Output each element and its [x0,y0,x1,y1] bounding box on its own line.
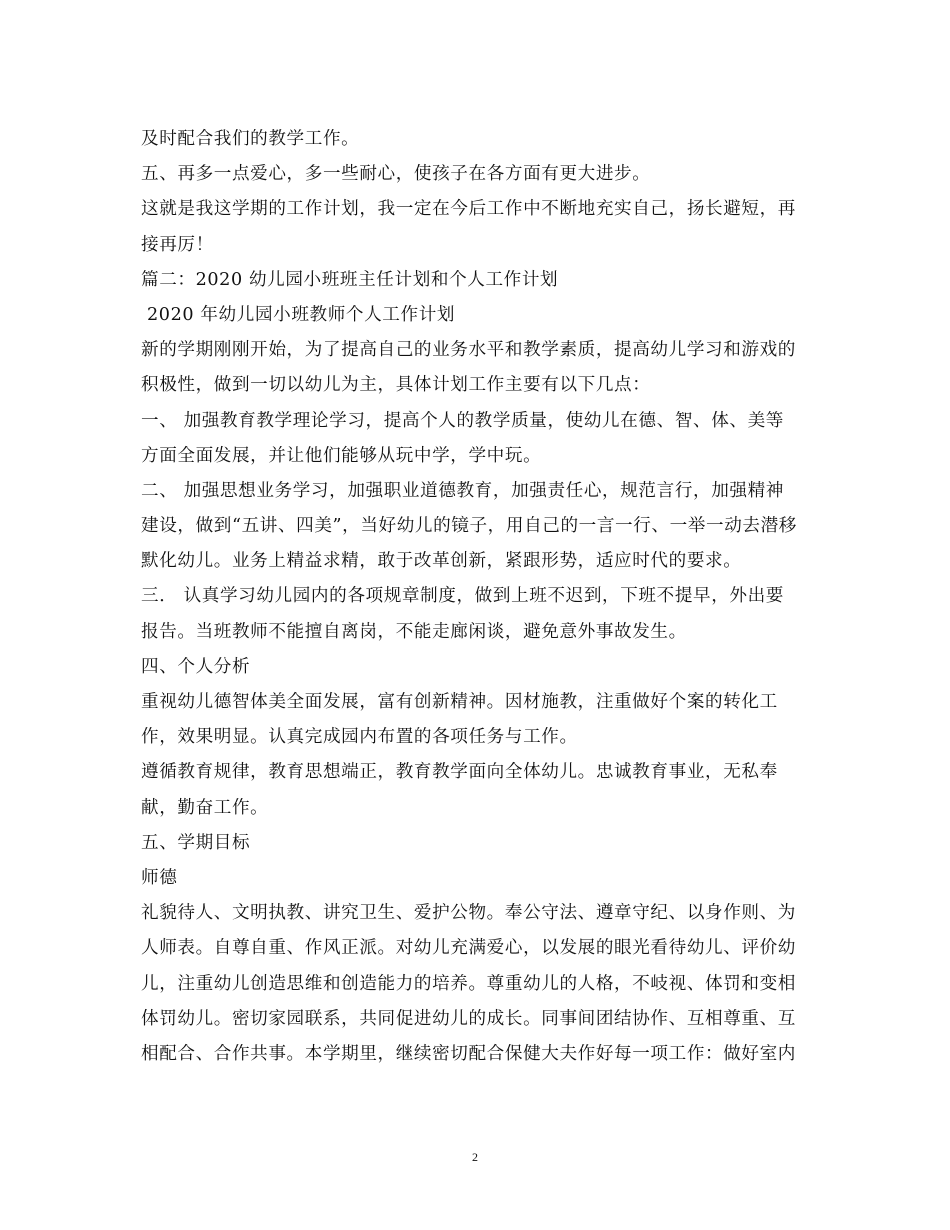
text-line: 重视幼儿德智体美全面发展，富有创新精神。因材施教，注重做好个案的转化工 [141,692,778,712]
text-line: 人师表。自尊自重、作风正派。对幼儿充满爱心，以发展的眼光看待幼儿、评价幼 [141,938,796,959]
text-line: 这就是我这学期的工作计划，我一定在今后工作中不断地充实自己，扬长避短，再 [141,199,796,220]
list-item: 三． 认真学习幼儿园内的各项规章制度，做到上班不迟到，下班不提早，外出要 [141,586,784,607]
text-line: 儿，注重幼儿创造思维和创造能力的培养。尊重幼儿的人格，不岐视、体罚和变相 [141,973,796,994]
section-heading: 四、个人分析 [141,656,251,677]
text-line: 相配合、合作共事。本学期里，继续密切配合保健大夫作好每一项工作：做好室内 [141,1043,796,1064]
list-item: 一、 加强教育教学理论学习，提高个人的教学质量，使幼儿在德、智、体、美等 [141,410,784,431]
text-line: 方面全面发展，并让他们能够从玩中学，学中玩。 [141,445,542,466]
section-heading: 篇二：2020 幼儿园小班班主任计划和个人工作计划 [141,269,559,290]
section-heading: 五、学期目标 [141,832,251,853]
text-line: 礼貌待人、文明执教、讲究卫生、爱护公物。奉公守法、遵章守纪、以身作则、为 [141,903,796,924]
text-line: 五、再多一点爱心，多一些耐心，使孩子在各方面有更大进步。 [141,164,651,185]
list-item: 二、 加强思想业务学习，加强职业道德教育，加强责任心，规范言行，加强精神 [141,480,784,501]
text-line: 接再厉！ [141,234,214,255]
page-number: 2 [472,1150,478,1164]
subtitle: 2020 年幼儿园小班教师个人工作计划 [147,304,456,325]
text-line: 默化幼儿。业务上精益求精，敢于改革创新，紧跟形势，适应时代的要求。 [141,551,742,572]
text-line: 遵循教育规律，教育思想端正，教育教学面向全体幼儿。忠诚教育事业，无私奉 [141,762,778,783]
text-line: 建设，做到“五讲、四美”，当好幼儿的镜子，用自己的一言一行、一举一动去潜移 [141,516,797,537]
text-line: 献，勤奋工作。 [141,797,269,818]
document-body [141,122,831,1072]
text-line: 及时配合我们的教学工作。 [141,129,360,149]
text-line: 体罚幼儿。密切家园联系，共同促进幼儿的成长。同事间团结协作、互相尊重、互 [141,1008,796,1029]
section-heading: 师德 [141,867,178,888]
text-line: 报告。当班教师不能擅自离岗，不能走廊闲谈，避免意外事故发生。 [141,621,687,642]
text-line: 新的学期刚刚开始，为了提高自己的业务水平和教学素质，提高幼儿学习和游戏的 [141,340,796,361]
text-line: 作，效果明显。认真完成园内布置的各项任务与工作。 [141,727,578,748]
text-line: 积极性，做到一切以幼儿为主，具体计划工作主要有以下几点： [141,375,651,396]
